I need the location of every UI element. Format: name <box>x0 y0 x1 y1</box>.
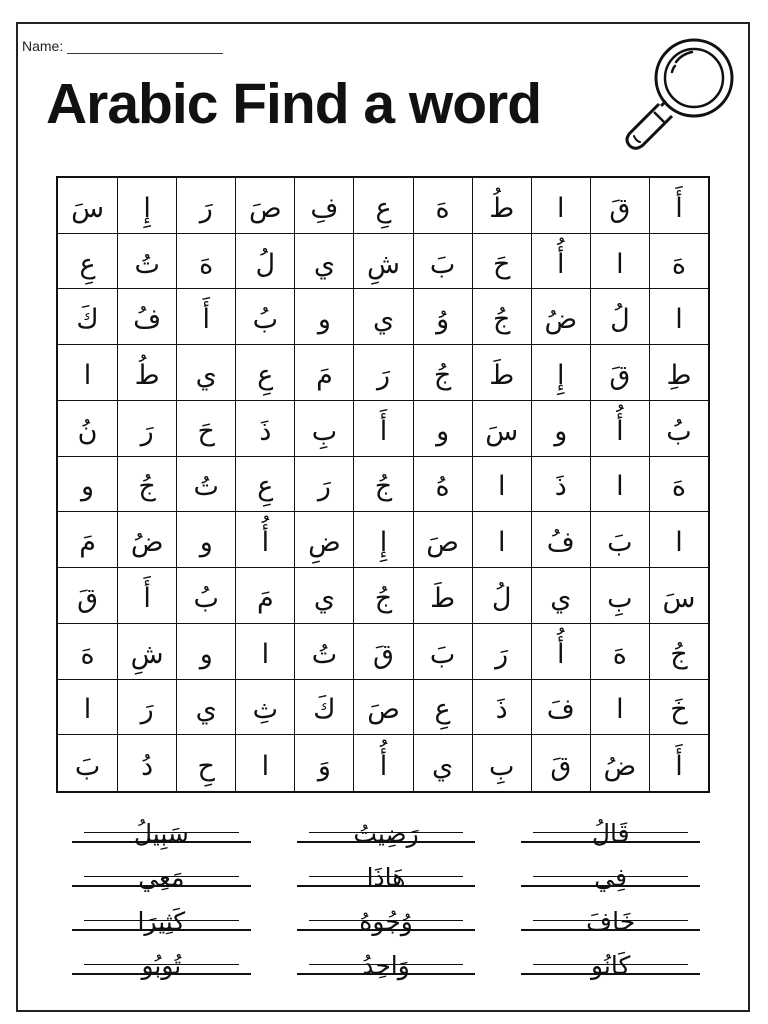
grid-cell[interactable]: أُ <box>235 512 294 568</box>
word-list-item <box>291 894 482 938</box>
grid-cell[interactable]: ضُ <box>590 735 649 791</box>
word-strikethrough <box>309 832 464 833</box>
grid-cell[interactable]: هَ <box>58 624 117 680</box>
grid-cell[interactable]: إِ <box>531 345 590 401</box>
grid-cell[interactable]: قَ <box>58 568 117 624</box>
word-search-grid <box>56 176 710 793</box>
grid-cell[interactable]: صَ <box>353 680 412 736</box>
grid-cell[interactable]: ا <box>531 178 590 234</box>
grid-cell[interactable]: طُ <box>472 178 531 234</box>
word-strikethrough <box>309 876 464 877</box>
word-list-item <box>515 806 706 850</box>
word-strikethrough <box>309 964 464 965</box>
grid-cell[interactable]: قَ <box>353 624 412 680</box>
grid-cell[interactable]: صَ <box>413 512 472 568</box>
grid-cell[interactable]: رَ <box>294 457 353 513</box>
grid-cell[interactable]: فُ <box>117 289 176 345</box>
grid-cell[interactable]: أَ <box>649 735 708 791</box>
grid-cell[interactable]: ا <box>58 345 117 401</box>
grid-cell[interactable]: إِ <box>353 512 412 568</box>
grid-cell[interactable]: أُ <box>353 735 412 791</box>
grid-cell[interactable]: بِ <box>472 735 531 791</box>
grid-cell[interactable]: و <box>58 457 117 513</box>
grid-cell[interactable]: إِ <box>117 178 176 234</box>
grid-cell[interactable]: أَ <box>353 401 412 457</box>
grid-cell[interactable]: وُ <box>413 289 472 345</box>
grid-cell[interactable]: هَ <box>649 234 708 290</box>
grid-cell[interactable]: سَ <box>649 568 708 624</box>
word-strikethrough <box>533 876 688 877</box>
grid-cell[interactable]: كَ <box>58 289 117 345</box>
word-strikethrough <box>84 832 239 833</box>
grid-cell[interactable]: ي <box>294 568 353 624</box>
grid-cell[interactable]: ا <box>649 512 708 568</box>
word-list <box>66 806 706 986</box>
word-text: سَبِيلُ <box>133 819 189 848</box>
grid-cell[interactable]: قَ <box>590 178 649 234</box>
grid-cell[interactable]: حَ <box>472 234 531 290</box>
grid-cell[interactable]: سَ <box>472 401 531 457</box>
grid-cell[interactable]: ا <box>590 457 649 513</box>
word-list-item <box>291 938 482 982</box>
grid-cell[interactable]: ي <box>531 568 590 624</box>
word-strikethrough <box>533 964 688 965</box>
grid-cell[interactable]: طِ <box>649 345 708 401</box>
grid-cell[interactable]: بَ <box>74 750 101 782</box>
grid-cell[interactable]: عِ <box>58 234 117 290</box>
grid-cell[interactable]: ضِ <box>294 512 353 568</box>
grid-cell[interactable]: حَ <box>176 401 235 457</box>
grid-cell[interactable]: كَ <box>294 680 353 736</box>
grid-cell[interactable]: و <box>294 289 353 345</box>
grid-cell[interactable]: ضُ <box>117 512 176 568</box>
grid-cell[interactable]: ا <box>590 234 649 290</box>
grid-cell[interactable]: ي <box>353 289 412 345</box>
grid-cell[interactable]: بَ <box>413 624 472 680</box>
grid-cell[interactable]: و <box>176 624 235 680</box>
word-list-item <box>66 850 257 894</box>
grid-cell[interactable]: تُ <box>294 624 353 680</box>
grid-cell[interactable]: هُ <box>413 457 472 513</box>
grid-cell[interactable]: مَ <box>294 345 353 401</box>
grid-cell[interactable]: ا <box>472 512 531 568</box>
word-list-item <box>515 850 706 894</box>
grid-cell[interactable]: لُ <box>472 568 531 624</box>
grid-cell[interactable]: أُ <box>531 624 590 680</box>
grid-cell[interactable]: ي <box>413 735 472 791</box>
word-text: خَافَ <box>586 907 636 936</box>
grid-cell[interactable]: وَ <box>294 735 353 791</box>
grid-cell[interactable]: عِ <box>413 680 472 736</box>
grid-cell[interactable]: ا <box>472 457 531 513</box>
word-text: فِي <box>594 863 628 892</box>
grid-cell[interactable]: و <box>176 512 235 568</box>
grid-cell[interactable]: بَ <box>590 512 649 568</box>
grid-cell[interactable]: هَ <box>176 234 235 290</box>
grid-cell[interactable]: شِ <box>353 234 412 290</box>
word-text: تُوبُو <box>141 951 182 980</box>
word-strikethrough <box>533 920 688 921</box>
grid-cell[interactable]: ا <box>649 289 708 345</box>
grid-cell[interactable]: فِ <box>294 178 353 234</box>
grid-cell[interactable]: هَ <box>590 624 649 680</box>
grid-cell[interactable]: جُ <box>353 457 412 513</box>
grid-cell[interactable]: تُ <box>117 234 176 290</box>
grid-cell[interactable]: قَ <box>531 735 590 791</box>
grid-cell[interactable]: ا <box>235 735 294 791</box>
grid-cell[interactable]: حِ <box>176 735 235 791</box>
grid-cell[interactable]: جُ <box>472 289 531 345</box>
grid-cell[interactable]: جُ <box>353 568 412 624</box>
grid-cell[interactable]: بَ <box>413 234 472 290</box>
grid-cell[interactable]: بِ <box>294 401 353 457</box>
word-list-item <box>66 938 257 982</box>
grid-cell[interactable]: سَ <box>58 178 117 234</box>
grid-cell[interactable]: بُ <box>176 568 235 624</box>
grid-cell[interactable]: ي <box>176 680 235 736</box>
grid-cell[interactable]: دُ <box>117 735 176 791</box>
word-list-item <box>291 806 482 850</box>
grid-cell[interactable]: ا <box>235 624 294 680</box>
word-text: رَضِيتُ <box>353 819 419 848</box>
grid-cell[interactable]: رَ <box>176 178 235 234</box>
word-list-item <box>66 894 257 938</box>
grid-cell[interactable]: جُ <box>117 457 176 513</box>
grid-cell[interactable]: نُ <box>58 401 117 457</box>
grid-cell[interactable]: أُ <box>590 401 649 457</box>
word-strikethrough <box>533 832 688 833</box>
grid-cell[interactable]: عِ <box>353 178 412 234</box>
grid-cell[interactable]: بِ <box>590 568 649 624</box>
grid-cell[interactable]: جُ <box>413 345 472 401</box>
grid-cell[interactable]: هَ <box>413 178 472 234</box>
grid-cell[interactable]: رَ <box>472 624 531 680</box>
grid-cell[interactable]: ذَ <box>531 457 590 513</box>
grid-cell[interactable]: أَ <box>649 178 708 234</box>
grid-cell[interactable]: و <box>413 401 472 457</box>
grid-cell[interactable]: فَ <box>531 680 590 736</box>
grid-cell[interactable]: ذَ <box>472 680 531 736</box>
word-list-item <box>515 894 706 938</box>
grid-cell[interactable]: شِ <box>117 624 176 680</box>
grid-cell[interactable]: ا <box>58 680 117 736</box>
grid-cell[interactable]: عِ <box>235 345 294 401</box>
grid-cell[interactable]: أَ <box>117 568 176 624</box>
grid-cell[interactable]: بُ <box>649 401 708 457</box>
magnifying-glass-icon <box>618 32 742 154</box>
grid-cell[interactable]: جُ <box>649 624 708 680</box>
grid-cell[interactable]: ذَ <box>235 401 294 457</box>
grid-cell[interactable]: ضُ <box>531 289 590 345</box>
word-strikethrough <box>84 920 239 921</box>
grid-cell[interactable]: ا <box>590 680 649 736</box>
word-strikethrough <box>84 964 239 965</box>
grid-cell[interactable]: لُ <box>590 289 649 345</box>
word-text: وَاحِدُ <box>362 951 410 980</box>
grid-cell[interactable]: تُ <box>176 457 235 513</box>
grid-cell[interactable]: هَ <box>649 457 708 513</box>
grid-cell[interactable]: مَ <box>58 512 117 568</box>
word-text: وُجُوهُ <box>359 907 413 936</box>
grid-cell[interactable]: رَ <box>353 345 412 401</box>
grid-cell[interactable]: طُ <box>117 345 176 401</box>
word-text: كَثِيرَا <box>137 907 186 936</box>
word-strikethrough <box>84 876 239 877</box>
grid-cell[interactable]: و <box>531 401 590 457</box>
grid-cell[interactable]: أُ <box>531 234 590 290</box>
grid-cell[interactable]: رَ <box>117 401 176 457</box>
word-list-item <box>515 938 706 982</box>
grid-cell[interactable]: قَ <box>590 345 649 401</box>
grid-cell[interactable]: صَ <box>235 178 294 234</box>
grid-cell[interactable]: مَ <box>235 568 294 624</box>
word-text: قَالُ <box>591 819 630 848</box>
grid-cell[interactable]: ي <box>176 345 235 401</box>
grid-cell[interactable]: فُ <box>531 512 590 568</box>
page-title: Arabic Find a word <box>46 72 542 136</box>
grid-cell[interactable]: ي <box>294 234 353 290</box>
grid-cell[interactable]: ثِ <box>235 680 294 736</box>
word-list-item <box>66 806 257 850</box>
grid-cell[interactable]: طَ <box>472 345 531 401</box>
grid-cell[interactable]: عِ <box>235 457 294 513</box>
grid-cell[interactable]: بُ <box>235 289 294 345</box>
grid-cell[interactable]: خَ <box>649 680 708 736</box>
word-text: هَاذَا <box>366 863 406 892</box>
grid-cell[interactable]: أَ <box>176 289 235 345</box>
grid-cell[interactable]: رَ <box>117 680 176 736</box>
grid-cell[interactable]: طَ <box>413 568 472 624</box>
word-strikethrough <box>309 920 464 921</box>
grid-cell[interactable]: لُ <box>235 234 294 290</box>
word-text: كَانُو <box>590 951 631 980</box>
name-field-label[interactable]: Name: ____________________ <box>22 38 223 54</box>
word-text: مَعِي <box>138 863 185 892</box>
word-list-item <box>291 850 482 894</box>
